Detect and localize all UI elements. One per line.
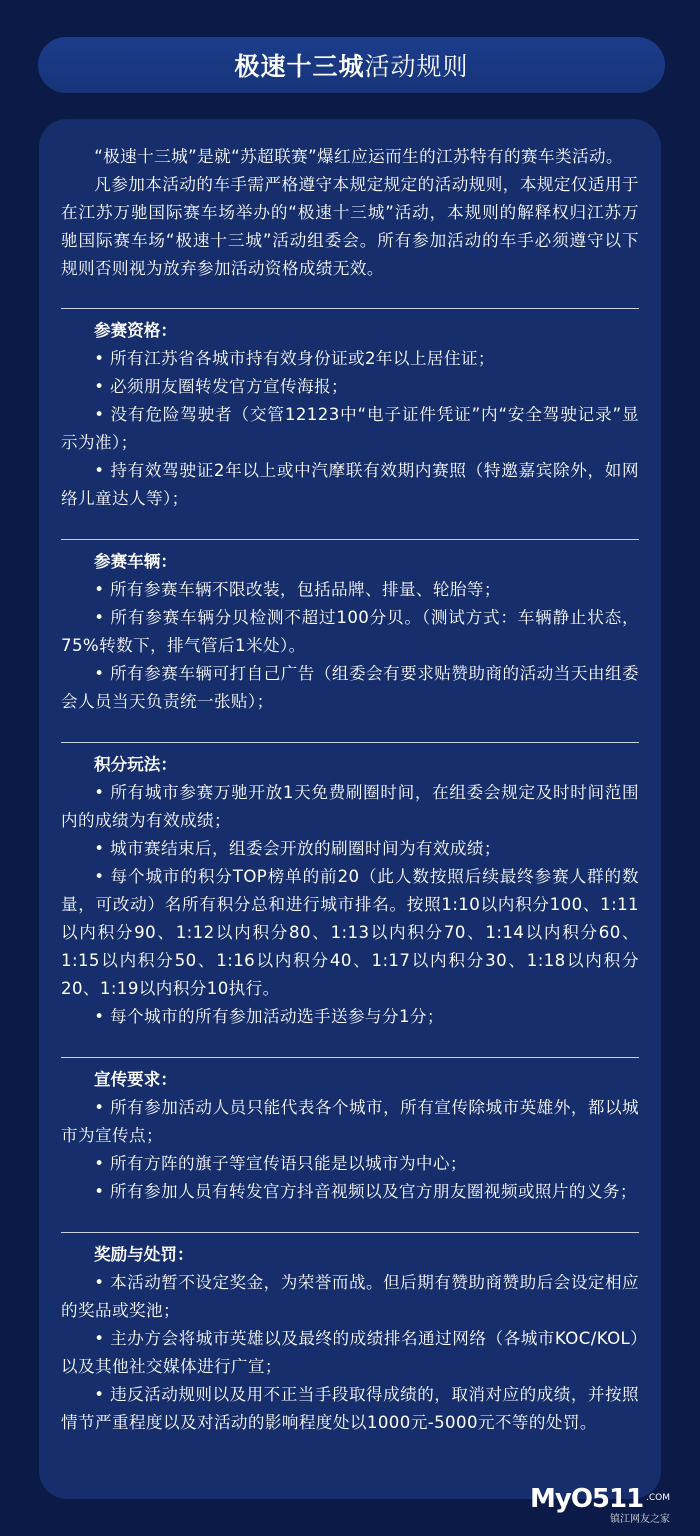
- rules-card: [39, 119, 661, 1499]
- section-title: 积分玩法：: [94, 755, 177, 774]
- section-promotion: [61, 1044, 639, 1219]
- rule-item: • 主办方会将城市英雄以及最终的成绩排名通过网络（各城市KOC/KOL）以及其他社交媒体进行广宣；: [61, 1329, 639, 1376]
- rule-item: • 所有参赛车辆分贝检测不超过100分贝。（测试方式：车辆静止状态，75%转数下，排气管后1米处）。: [61, 608, 639, 655]
- page-title-rest: 活动规则: [364, 52, 469, 81]
- rule-item: • 持有效驾驶证2年以上或中汽摩联有效期内赛照（特邀嘉宾除外，如网络儿童达人等）；: [61, 461, 639, 508]
- section-scoring: [61, 729, 639, 1044]
- section-divider: [61, 539, 639, 540]
- section-vehicles: [61, 526, 639, 729]
- rule-item: • 所有方阵的旗子等宣传语只能是以城市为中心；: [94, 1154, 467, 1173]
- section-divider: [61, 742, 639, 743]
- site-watermark: [530, 1484, 670, 1524]
- section-title: 参赛车辆：: [94, 552, 177, 571]
- rule-item: • 所有参加人员有转发官方抖音视频以及官方朋友圈视频或照片的义务；: [94, 1182, 637, 1201]
- watermark-logo: MyO511: [530, 1484, 644, 1514]
- watermark-domain: .COM: [646, 1493, 670, 1503]
- section-title: 参赛资格：: [94, 321, 177, 340]
- rule-item: • 所有参加活动人员只能代表各个城市，所有宣传除城市英雄外，都以城市为宣传点；: [61, 1098, 639, 1145]
- intro-block: [61, 143, 639, 283]
- section-title: 宣传要求：: [94, 1070, 177, 1089]
- title-banner: [38, 37, 665, 93]
- rule-item: • 违反活动规则以及用不正当手段取得成绩的，取消对应的成绩，并按照情节严重程度以及对活动的影响程度处以1000元-5000元不等的处罚。: [61, 1385, 639, 1432]
- rule-item: • 所有江苏省各城市持有效身份证或2年以上居住证；: [94, 349, 495, 368]
- rule-item: • 本活动暂不设定奖金，为荣誉而战。但后期有赞助商赞助后会设定相应的奖品或奖池；: [61, 1273, 639, 1320]
- rule-item: • 必须朋友圈转发官方宣传海报；: [94, 377, 348, 396]
- section-divider: [61, 1057, 639, 1058]
- rule-item: • 每个城市的积分TOP榜单的前20（此人数按照后续最终参赛人群的数量，可改动）名所有积分总和进行城市排名。按照1:10以内积分100、1:11以内积分90、1:12以内积分80、1:13以内积分70、1:14以内积分60、1:15以内积分50、1:16以内积分40、1:17以内积分30、1:18以内积分20、1:19以内积分10执行。: [61, 867, 639, 998]
- rule-item: • 所有城市参赛万驰开放1天免费刷圈时间，在组委会规定及时时间范围内的成绩为有效成绩；: [61, 783, 639, 830]
- section-title: 奖励与处罚：: [94, 1245, 194, 1264]
- page-title: [234, 47, 468, 83]
- rule-item: • 所有参赛车辆不限改装，包括品牌、排量、轮胎等；: [94, 580, 501, 599]
- rule-item: • 城市赛结束后，组委会开放的刷圈时间为有效成绩；: [94, 839, 501, 858]
- rule-item: • 没有危险驾驶者（交管12123中“电子证件凭证”内“安全驾驶记录”显示为准）；: [61, 405, 639, 452]
- section-eligibility: [61, 295, 639, 526]
- intro-paragraph: 凡参加本活动的车手需严格遵守本规定规定的活动规则，本规定仅适用于在江苏万驰国际赛车场举办的“极速十三城”活动，本规则的解释权归江苏万驰国际赛车场“极速十三城”活动组委会。所有参加活动的车手必须遵守以下规则否则视为放弃参加活动资格成绩无效。: [61, 175, 639, 278]
- rule-item: • 所有参赛车辆可打自己广告（组委会有要求贴赞助商的活动当天由组委会人员当天负责统一张贴）；: [61, 664, 639, 711]
- rule-item: • 每个城市的所有参加活动选手送参与分1分；: [94, 1007, 444, 1026]
- page-title-bold: 极速十三城: [234, 52, 365, 81]
- intro-paragraph: “极速十三城”是就“苏超联赛”爆红应运而生的江苏特有的赛车类活动。: [94, 147, 623, 166]
- section-rewards-penalties: [61, 1219, 639, 1450]
- section-divider: [61, 308, 639, 309]
- watermark-subtitle: 镇江网友之家: [610, 1514, 670, 1525]
- section-divider: [61, 1232, 639, 1233]
